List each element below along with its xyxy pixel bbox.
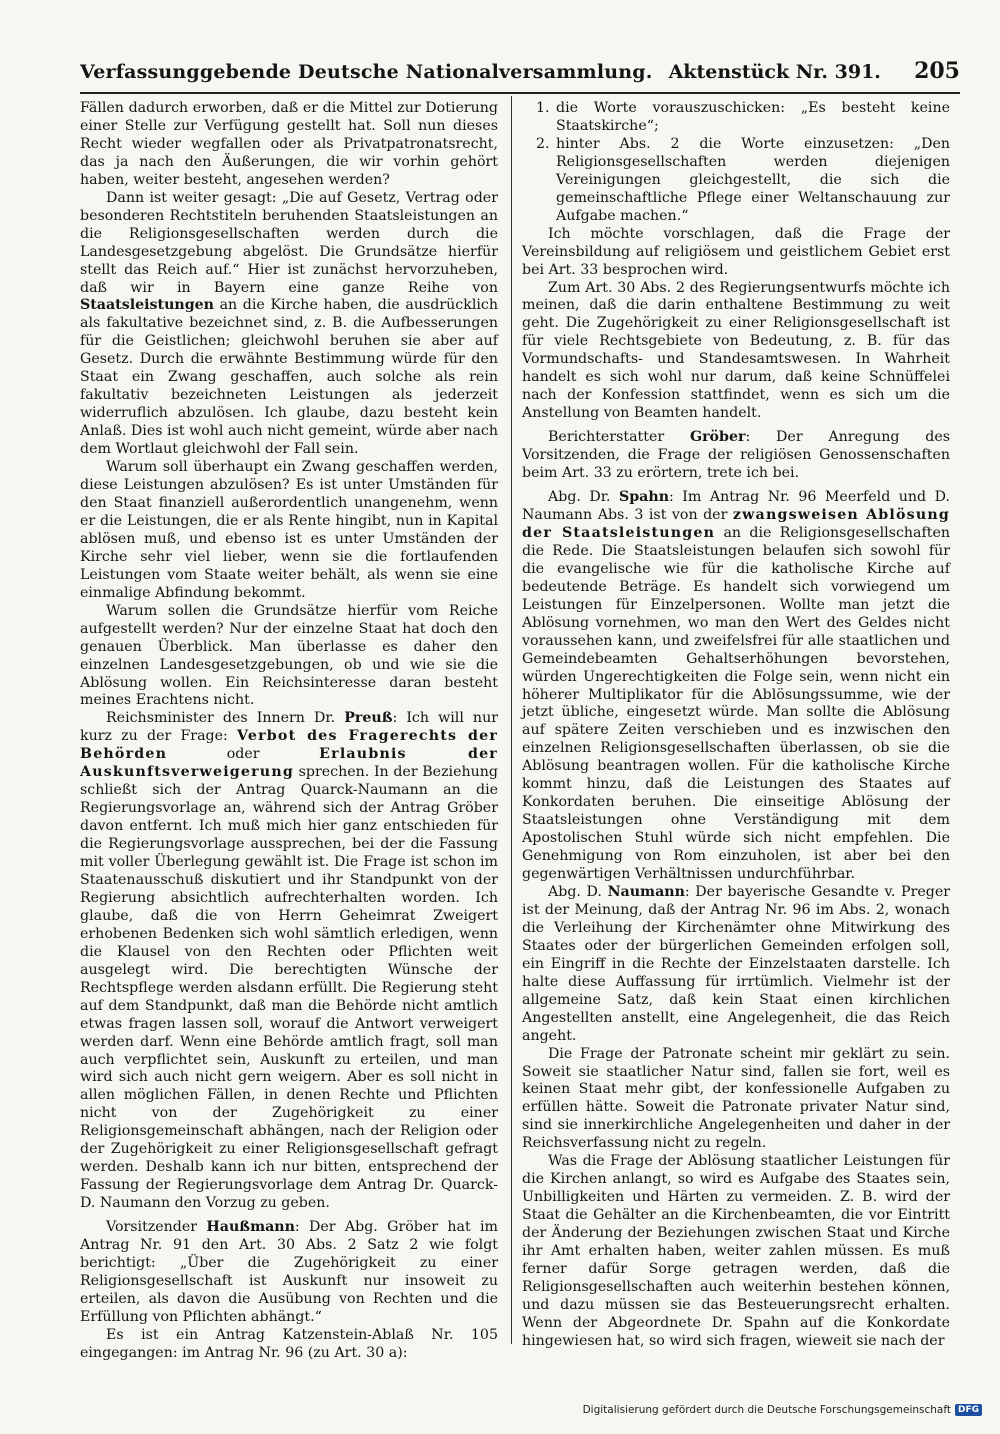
footer-credit: Digitalisierung gefördert durch die Deutsche Forschungsgemeinschaft — [582, 1404, 951, 1416]
motion-items — [522, 100, 950, 226]
speaker-title: Berichterstatter — [548, 429, 665, 446]
page-number: 205 — [914, 58, 960, 84]
column-divider — [511, 96, 512, 1344]
paragraph — [522, 489, 950, 884]
speaker-name: Preuß — [344, 710, 393, 727]
paragraph: Was die Frage der Ablösung staatlicher Leistungen für die Kirchen anlangt, so wird es Aufgabe des Staates sein, Unbilligkeiten und Härten zu vermeiden. Z. B. wird der Staat die Gehälter an die Kirchenbeamten, die vor Eintritt der Änderung der Beziehungen zwischen Staat und Kirche ihr Amt erhalten haben, weiter zahlen müssen. Es muß ferner dafür Sorge getragen werden, daß die Religionsgesellschaften auch weiterhin bestehen können, und dazu müssen sie das Besteuerungsrecht erhalten. Wenn der Abgeordnete Dr. Spahn auf die Konkordate hingewiesen hat, so wird sich fragen, wieweit sie nach der — [522, 1153, 950, 1349]
paragraph — [522, 884, 950, 1046]
text-run: an die Religionsgesellschaften die Rede. Die Staatsleistungen belaufen sich sowohl für die evangelische wie für die katholische Kirche auf bedeutende Beträge. Es handelt sich vorwiegend um Leistungen für Einzelpersonen. Wollte man jetzt die Ablösung vornehmen, wo man den Wert des Geldes nicht voraussehen kann, und zweifelsfrei für alle staatlichen und Gemeindebeamten Gehaltserhöhungen bevorstehen, würden Ungerechtigkeiten die Folge sein, wenn nicht ein höherer Multiplikator für die Ablösungssumme, wie der jetzt übliche, eingesetzt würde. Man sollte die Ablösung auf spätere Zeiten verschieben und es inzwischen den einzelnen Religionsgesellschaften überlassen, ob sie die Ablösung beantragen wollen. Für die katholische Kirche kommt hinzu, daß die Leistungen des Staates auf Konkordaten beruhen. Die einseitige Ablösung der Staatsleistungen ohne Verständigung mit dem Apostolischen Stuhl würde sich nicht empfehlen. Die Genehmigung von Rom einzuholen, ist aber bei den gegenwärtigen Verhältnissen undurchführbar. — [522, 524, 950, 883]
text-run: : Der bayerische Gesandte v. Preger ist der Meinung, daß der Antrag Nr. 96 im Abs. 2, wonach die Verleihung der Kirchenämter ohne Mitwirkung des Staates oder der bürgerlichen Gemeinden erfolgen soll, ein Eingriff in die Rechte der Einzelstaaten darstelle. Ich halte diese Auffassung für irrtümlich. Vielmehr ist der allgemeine Satz, daß kein Staat einen kirchlichen Angestellten anstellt, eine Angelegenheit, die das Reich angeht. — [522, 883, 951, 1044]
paragraph: Ich möchte vorschlagen, daß die Frage der Vereinsbildung auf religiösem und geistlichem Gebiet erst bei Art. 33 besprochen wird. — [522, 225, 950, 278]
speaker-title: Reichsminister des Innern Dr. — [106, 710, 336, 727]
text-run: : Der Anregung des Vorsitzenden, die Frage der religiösen Genossenschaften beim Art. 33 zu erörtern, trete ich bei. — [522, 429, 951, 482]
speaker-title: Abg. Dr. — [548, 489, 611, 506]
speaker-name: Gröber — [689, 429, 746, 446]
dfg-logo: DFG — [955, 1404, 982, 1416]
page-header — [80, 58, 960, 88]
page-title: Verfassunggebende Deutsche Nationalversammlung. — [80, 61, 653, 83]
header-rule — [80, 92, 960, 94]
text-run: : Der Abg. Gröber hat im Antrag Nr. 91 den Art. 30 Abs. 2 Satz 2 wie folgt berichtigt: „Über die Zugehörigkeit zu einer Religionsgesellschaft ist Auskunft nur insoweit zu erteilen, als davon die Ausübung von Rechten und die Erfüllung von Pflichten abhängt.“ — [80, 1219, 498, 1325]
paragraph: Fällen dadurch erworben, daß er die Mittel zur Dotierung einer Stelle zur Verfügung gestellt hat. Soll nun dieses Recht wieder wegfallen oder als Privatpatronatsrecht, das ja nach den Äußerungen, die wir vorhin gehört haben, weiter besteht, angesehen werden? — [80, 100, 498, 188]
emphasis: Verbot des Fragerechts der Behörden — [80, 728, 498, 763]
paragraph: Warum sollen die Grundsätze hierfür vom Reiche aufgestellt werden? Nur der einzelne Staat hat doch den genauen Überblick. Man überlasse es daher den einzelnen Landesgesetzgebungen, ob und wie sie die Ablösung wollen. Ein Reichsinteresse daran besteht meines Erachtens nicht. — [80, 602, 498, 709]
emphasis: zwangsweisen Ablösung der Staatsleistungen — [522, 506, 950, 541]
text-run: : Ich will nur kurz zu der Frage: — [80, 710, 498, 745]
right-column — [522, 100, 950, 1351]
paragraph — [80, 190, 498, 459]
paragraph: Zum Art. 30 Abs. 2 des Regierungsentwurfs möchte ich meinen, daß die darin enthaltene Bestimmung zu weit geht. Die Zugehörigkeit zu einer Religionsgesellschaft ist für viele Rechtsgebiete von Bedeutung, z. B. für das Vormundschafts- und Standesamtswesen. In Wahrheit handelt es sich wohl nur darum, daß keine Schnüffelei nach der Konfession stattfindet, wenn es sich um die Anstellung von Beamten handelt. — [522, 279, 950, 422]
paragraph: Warum soll überhaupt ein Zwang geschaffen werden, diese Leistungen abzulösen? Es ist unter Umständen für den Staat finanziell außerordentlich unangenehm, wenn er die Leistungen, die er als Rente hingibt, nun in Kapital ablösen muß, und ebenso ist es unter Umständen der Kirche sehr viel lieber, wenn sie die fortlaufenden Leistungen vom Staate weiter behält, als wenn sie eine einmalige Abfindung bekommt. — [80, 459, 498, 601]
text-run: sprechen. In der Beziehung schließt sich der Antrag Quarck-Naumann an die Regierungsvorlage an, während sich der Antrag Gröber davon entfernt. Ich muß mich hier ganz entschieden für die Regierungsvorlage aussprechen, bei der die Fassung mit voller Überlegung gewählt ist. Die Frage ist schon im Staatenausschuß diskutiert und ihr Standpunkt von der Regierung absichtlich aufrechterhalten worden. Ich glaube, daß die von Herrn Geheimrat Zweigert erhobenen Bedenken sich wohl sämtlich erledigen, wenn die Klausel von den Rechten oder Pflichten weit ausgelegt wird. Die berechtigten Wünsche der Rechtspflege werden alsdann erfüllt. Die Regierung steht auf dem Standpunkt, daß man die Behörde nicht amtlich etwas fragen lassen soll, worauf die Antwort verweigert werden darf. Wenn eine Behörde amtlich fragt, soll man auch verpflichtet sein, Auskunft zu erteilen, und man wird sich auch nicht gern weigern. Aber es soll nicht in allen möglichen Fällen, in denen Rechte und Pflichten nicht von der Zugehörigkeit zu einer Religionsgemeinschaft abhängen, nach der Religion oder der Zugehörigkeit zu einer Religionsgesellschaft gefragt werden. Deshalb kann ich nur bitten, entsprechend der Fassung der Regierungsvorlage dem Antrag Dr. Quarck-D. Naumann den Vorzug zu geben. — [80, 764, 498, 1212]
paragraph — [80, 710, 498, 1213]
list-item: 2. hinter Abs. 2 die Worte einzusetzen: „Den Religionsgesellschaften werden diejenigen Vereinigungen gleichgestellt, die sich die gemeinschaftliche Pflege einer Weltanschauung zur Aufgabe machen.“ — [554, 136, 950, 226]
text-run: oder — [226, 746, 260, 763]
speaker-title: Abg. D. — [548, 883, 602, 900]
paragraph — [80, 1219, 498, 1327]
left-column — [80, 100, 498, 1363]
paragraph: Die Frage der Patronate scheint mir geklärt zu sein. Soweit sie staatlicher Natur sind, fallen sie fort, weil es keinen Staat mehr gibt, der konfessionelle Aufgaben zu erfüllen hätte. Soweit die Patronate privater Natur sind, sind sie innerkirchliche Angelegenheiten und daher in der Reichsverfassung nicht zu regeln. — [522, 1045, 950, 1152]
footer — [583, 1404, 982, 1416]
text-run: an die Kirche haben, die ausdrücklich als fakultative bezeichnet sind, z. B. die Aufbesserungen für die Geistlichen; gleichwohl beruhen sie aber auf Gesetz. Durch die erwähnte Bestimmung würde für den Staat ein Zwang geschaffen, auch solche als rein fakultativ bezeichneten Leistungen als jederzeit widerruflich abzulösen. Ich glaube, dazu besteht kein Anlaß. Dies ist wohl auch nicht gemeint, würde aber nach dem Wortlaut gleichwohl der Fall sein. — [80, 297, 499, 458]
text-run: : Im Antrag Nr. 96 Meerfeld und D. Naumann Abs. 3 ist von der — [522, 489, 950, 523]
emphasis: Erlaubnis der Auskunftsverweigerung — [80, 746, 498, 781]
speaker-title: Vorsitzender — [106, 1219, 198, 1236]
speaker-name: Spahn — [619, 489, 670, 506]
paragraph — [522, 429, 950, 483]
paragraph: Es ist ein Antrag Katzenstein-Ablaß Nr. 105 eingegangen: im Antrag Nr. 96 (zu Art. 30 a): — [80, 1326, 498, 1361]
text-run: Dann ist weiter gesagt: „Die auf Gesetz, Vertrag oder besonderen Rechtstiteln beruhenden Staatsleistungen an die Religionsgesellschaften werden durch die Landesgesetzgebung abgelöst. Die Grundsätze hierfür stellt das Reich auf.“ Hier ist zunächst hervorzuheben, daß wir in Bayern eine ganze Reihe von — [80, 189, 498, 296]
list-item: 1. die Worte vorauszuschicken: „Es besteht keine Staatskirche“; — [554, 100, 950, 136]
speaker-name: Haußmann — [206, 1219, 295, 1236]
speaker-name: Naumann — [607, 883, 685, 900]
document-number: Aktenstück Nr. 391. — [668, 61, 881, 83]
emphasis: Staatsleistungen — [80, 297, 214, 314]
